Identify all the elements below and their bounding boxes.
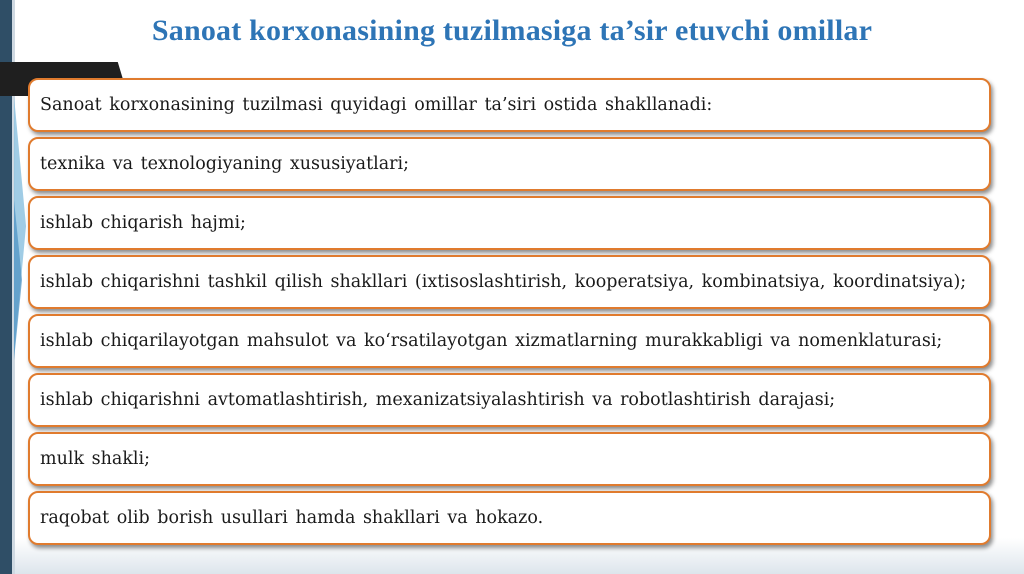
- list-item: raqobat olib borish usullari hamda shakllari va hokazo.: [28, 491, 991, 545]
- list-item: texnika va texnologiyaning xususiyatlari;: [28, 137, 991, 191]
- list-item: ishlab chiqarish hajmi;: [28, 196, 991, 250]
- list-item-intro: Sanoat korxonasining tuzilmasi quyidagi omillar ta’siri ostida shakllanadi:: [28, 78, 991, 132]
- list-item: ishlab chiqarishni tashkil qilish shakllari (ixtisoslashtirish, kooperatsiya, kombinatsiya, koordinatsiya);: [28, 255, 991, 309]
- list-item: ishlab chiqarishni avtomatlashtirish, mexanizatsiyalashtirish va robotlashtirish darajasi;: [28, 373, 991, 427]
- factor-list: [28, 78, 995, 545]
- slide-title: Sanoat korxonasining tuzilmasiga ta’sir etuvchi omillar: [151, 14, 873, 47]
- list-item: ishlab chiqarilayotgan mahsulot va ko‘rsatilayotgan xizmatlarning murakkabligi va nomenklaturasi;: [28, 314, 991, 368]
- list-item: mulk shakli;: [28, 432, 991, 486]
- decorative-triangle: [14, 200, 22, 360]
